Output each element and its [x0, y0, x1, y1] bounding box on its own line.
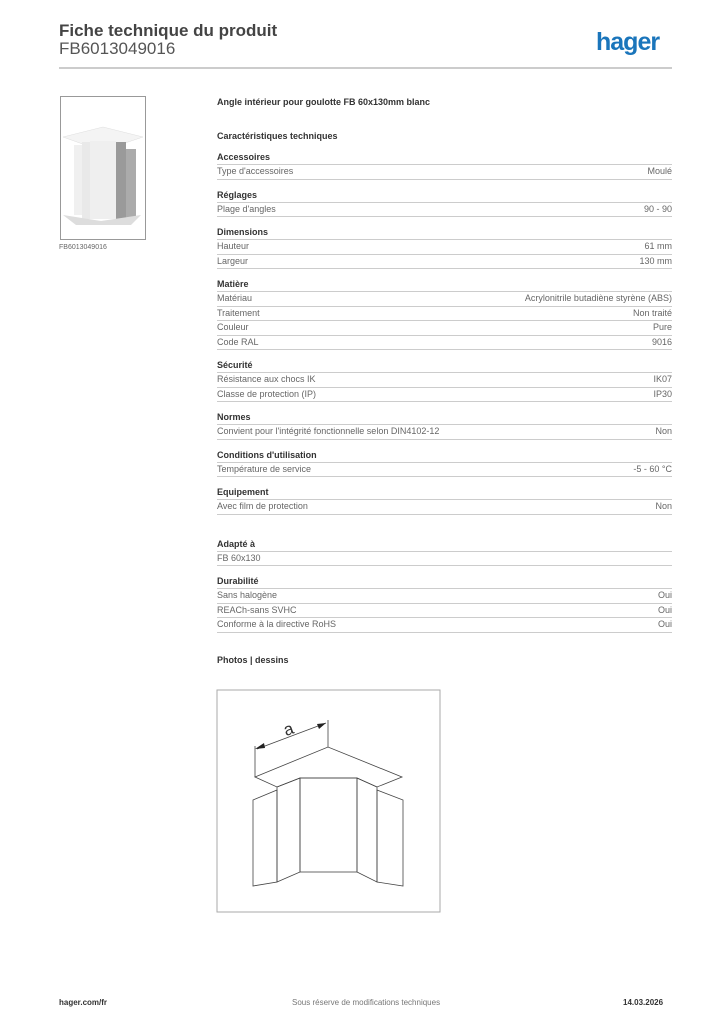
photos-heading: Photos | dessins [217, 654, 289, 665]
spec-row [217, 463, 672, 478]
product-name: Angle intérieur pour goulotte FB 60x130mm blanc [217, 97, 431, 107]
spec-row [217, 292, 672, 307]
spec-row [217, 373, 672, 388]
spec-value: IK07 [653, 374, 672, 384]
spec-section [217, 226, 672, 269]
spec-row [217, 240, 672, 255]
spec-value: IP30 [653, 388, 672, 399]
spec-value: Non [655, 501, 672, 511]
product-code: FB6013049016 [59, 39, 176, 58]
spec-value: 90 - 90 [643, 203, 672, 214]
spec-row [217, 165, 672, 180]
section-heading: Normes [217, 411, 672, 425]
hager-logo: hager [596, 28, 660, 56]
spec-section [217, 151, 672, 180]
spec-row [217, 255, 672, 270]
section-heading: Adapté à [217, 538, 672, 552]
spec-value: 130 mm [639, 255, 672, 266]
spec-value: Pure [652, 322, 672, 332]
section-heading: Réglages [217, 189, 672, 203]
section-heading: Sécurité [217, 359, 672, 373]
spec-label: Couleur [217, 322, 249, 332]
technical-drawing [210, 680, 450, 920]
spec-section [217, 449, 672, 478]
spec-row [217, 388, 672, 403]
header-divider [59, 67, 672, 69]
footer-date: 14.03.2026 [623, 998, 664, 1007]
footer-site-link[interactable]: hager.com/fr [59, 998, 108, 1007]
spec-label: Traitement [217, 307, 260, 318]
section-heading: Equipement [217, 486, 672, 500]
spec-value: -5 - 60 °C [633, 463, 672, 474]
spec-label: Type d'accessoires [217, 166, 294, 176]
section-heading: Durabilité [217, 575, 672, 589]
spec-column [217, 96, 672, 675]
spec-label: Température de service [217, 463, 312, 474]
section-heading: Accessoires [217, 151, 672, 165]
spec-row [217, 589, 672, 604]
spec-value: Oui [657, 604, 672, 615]
spec-section [217, 411, 672, 440]
tech-heading: Caractéristiques techniques [217, 131, 338, 141]
spec-section [217, 189, 672, 218]
spec-value: Non traité [632, 307, 672, 318]
spec-section [217, 486, 672, 515]
spec-value: Oui [657, 590, 672, 600]
spec-value: Moulé [647, 166, 672, 176]
spec-value: Acrylonitrile butadiène styrène (ABS) [524, 293, 672, 303]
product-image [60, 96, 146, 240]
spec-row [217, 604, 672, 619]
spec-row [217, 425, 672, 440]
spec-row [217, 321, 672, 336]
spec-value: Oui [657, 619, 672, 629]
spec-section [217, 359, 672, 402]
spec-row [217, 203, 672, 218]
spec-label: Plage d'angles [217, 203, 276, 214]
section-heading: Dimensions [217, 226, 672, 240]
footer-note: Sous réserve de modifications techniques [292, 998, 441, 1007]
spec-value: 61 mm [644, 241, 672, 251]
spec-row [217, 307, 672, 322]
section-heading: Matière [217, 278, 672, 292]
spec-label: Matériau [217, 293, 253, 303]
spec-label: Résistance aux chocs IK [217, 374, 316, 384]
spec-row [217, 552, 672, 567]
spec-label: REACh-sans SVHC [217, 604, 297, 615]
spec-section [217, 575, 672, 633]
dimension-label: a [280, 718, 297, 740]
image-caption: FB6013049016 [59, 244, 107, 251]
spec-row [217, 336, 672, 351]
spec-value: Non [655, 426, 672, 436]
spec-label: Convient pour l'intégrité fonctionnelle selon DIN4102-12 [217, 426, 440, 436]
spec-label: Conforme à la directive RoHS [217, 619, 337, 629]
spec-row [217, 500, 672, 515]
spec-label: Sans halogène [217, 590, 278, 600]
spec-label: FB 60x130 [217, 552, 261, 563]
spec-label: Code RAL [217, 336, 259, 347]
spec-label: Hauteur [217, 241, 250, 251]
spec-section [217, 278, 672, 350]
spec-label: Largeur [217, 255, 249, 266]
spec-label: Avec film de protection [217, 501, 308, 511]
page-title: Fiche technique du produit [59, 21, 278, 40]
spec-label: Classe de protection (IP) [217, 388, 317, 399]
spec-row [217, 618, 672, 633]
section-heading: Conditions d'utilisation [217, 449, 672, 463]
spec-section [217, 538, 672, 567]
spec-value: 9016 [651, 336, 672, 347]
